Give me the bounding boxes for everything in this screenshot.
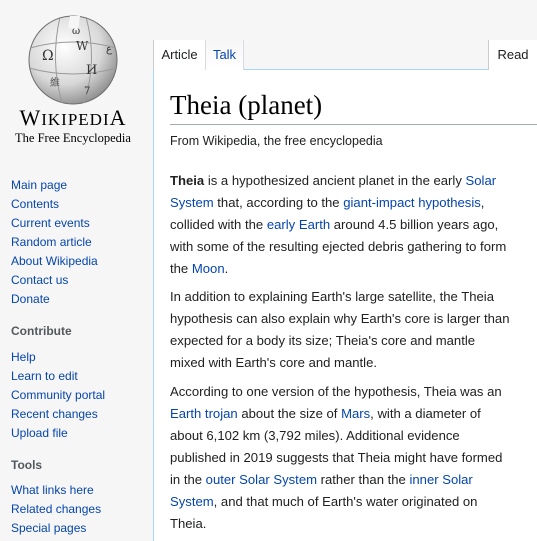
sidebar-item-random-article[interactable] (11, 233, 98, 252)
svg-text:W: W (76, 39, 89, 53)
community-portal-link[interactable]: Community portal (11, 388, 106, 402)
upload-file-link[interactable]: Upload file (11, 426, 68, 440)
early-earth-link[interactable]: early Earth (266, 217, 331, 232)
related-changes-link[interactable]: Related changes (11, 502, 102, 516)
inner-solar-system-link[interactable]: inner Solar System (170, 472, 473, 509)
p3-text-5: , and that much of Earth's water originated on Theia. (170, 494, 478, 531)
outer-solar-system-link[interactable]: outer Solar System (205, 472, 318, 487)
sidebar-navigation (11, 176, 98, 309)
sidebar-item-upload-file[interactable] (11, 424, 105, 443)
sidebar-item-current-events[interactable] (11, 214, 98, 233)
earth-trojan-link[interactable]: Earth trojan (170, 406, 238, 421)
contribute-heading: Contribute (11, 324, 72, 338)
second-paragraph: In addition to explaining Earth's large satellite, the Theia hypothesis can also explain why Earth's core is larger than expected for a body its size; Theia's core and mantle mixed with Earth's core and mantle. (170, 289, 510, 370)
svg-text:ω: ω (72, 26, 81, 37)
sidebar-item-donate[interactable] (11, 290, 98, 309)
wikipedia-logo[interactable] (0, 0, 150, 160)
sidebar-item-special-pages[interactable] (11, 519, 101, 538)
sidebar-item-contents[interactable] (11, 195, 98, 214)
sidebar-item-recent-changes[interactable] (11, 405, 105, 424)
sidebar-item-learn-to-edit[interactable] (11, 367, 105, 386)
tab-article-label[interactable]: Article (161, 47, 198, 62)
sidebar-item-about[interactable] (11, 252, 98, 271)
logo-wordmark: WIKIPEDIA (19, 105, 127, 130)
what-links-here-link[interactable]: What links here (11, 483, 94, 497)
about-link[interactable]: About Wikipedia (11, 254, 98, 268)
random-article-link[interactable]: Random article (11, 235, 92, 249)
puzzle-globe-icon (20, 8, 126, 106)
svg-text:И: И (86, 63, 98, 78)
learn-to-edit-link[interactable]: Learn to edit (11, 369, 78, 383)
tab-article[interactable] (153, 40, 205, 70)
p3-text-4: rather than the (317, 472, 410, 487)
contact-link[interactable]: Contact us (11, 273, 69, 287)
main-page-link[interactable]: Main page (11, 178, 68, 192)
tools-heading: Tools (11, 458, 43, 472)
solar-system-link[interactable]: Solar System (170, 173, 497, 210)
mars-link[interactable]: Mars (341, 406, 371, 421)
giant-impact-link[interactable]: giant-impact hypothesis (343, 195, 481, 210)
svg-text:維: 維 (50, 78, 60, 89)
sidebar-item-contact[interactable] (11, 271, 98, 290)
recent-changes-link[interactable]: Recent changes (11, 407, 98, 421)
sidebar-tools (11, 481, 101, 538)
sidebar-item-help[interactable] (11, 348, 105, 367)
donate-link[interactable]: Donate (11, 292, 50, 306)
third-paragraph (170, 381, 510, 535)
page-title: Theia (planet) (170, 90, 323, 120)
p3-text-2: about the size of (237, 406, 342, 421)
lead-paragraph (170, 170, 510, 280)
sidebar-item-what-links-here[interactable] (11, 481, 101, 500)
tab-talk[interactable] (205, 40, 244, 70)
tab-read[interactable] (488, 40, 537, 70)
svg-text:7: 7 (84, 86, 91, 97)
site-subtitle: From Wikipedia, the free encyclopedia (170, 134, 383, 148)
contents-link[interactable]: Contents (11, 197, 60, 211)
svg-text:Ω: Ω (42, 48, 54, 64)
svg-text:ع: ع (106, 44, 112, 55)
article-content (153, 70, 537, 541)
p1-text-5: . (224, 261, 229, 276)
p1-text-4: around 4.5 billion years ago, with some of the resulting ejected debris gathering to form the (170, 217, 507, 276)
current-events-link[interactable]: Current events (11, 216, 90, 230)
subject-name: Theia (170, 173, 205, 188)
special-pages-link[interactable]: Special pages (11, 521, 87, 535)
p1-text-3: , collided with the (170, 195, 485, 232)
sidebar-item-main-page[interactable] (11, 176, 98, 195)
title-divider (170, 124, 537, 125)
sidebar-contribute (11, 348, 105, 443)
p3-text-3: , with a diameter of about 6,102 km (3,792 miles). Additional evidence published in 2019 suggests that Theia might have formed in the (170, 406, 503, 487)
help-link[interactable]: Help (11, 350, 36, 364)
sidebar-item-related-changes[interactable] (11, 500, 101, 519)
p3-text-1: According to one version of the hypothesis, Theia was an (170, 384, 502, 399)
p1-text-2: that, according to the (213, 195, 344, 210)
sidebar-item-community-portal[interactable] (11, 386, 105, 405)
logo-tagline: The Free Encyclopedia (15, 131, 131, 145)
tab-talk-label[interactable]: Talk (212, 47, 237, 62)
moon-link[interactable]: Moon (191, 261, 225, 276)
p1-text-1: is a hypothesized ancient planet in the early (204, 173, 466, 188)
tab-read-label[interactable]: Read (497, 47, 529, 62)
